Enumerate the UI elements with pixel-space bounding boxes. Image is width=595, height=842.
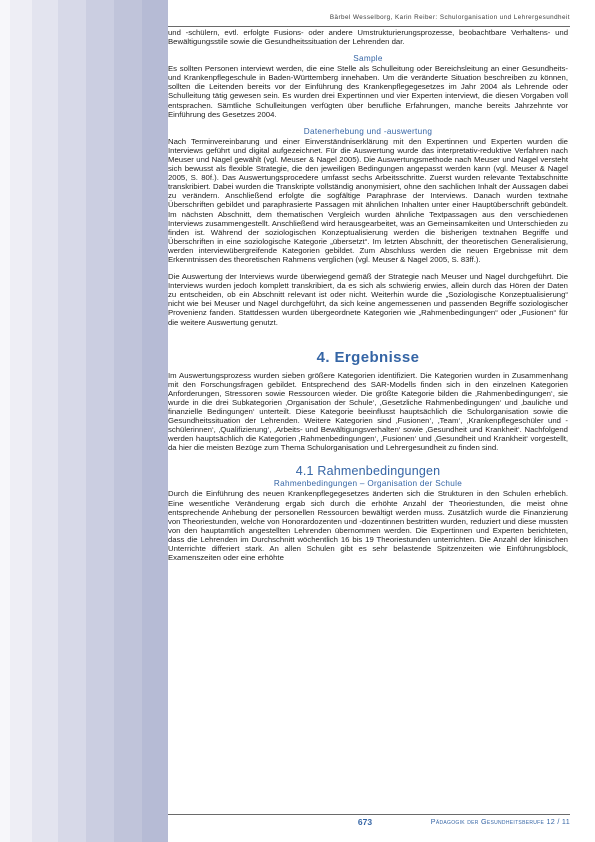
footer-rule [168, 814, 570, 815]
section-heading-framework: 4.1 Rahmenbedingungen [295, 464, 441, 479]
page-content [168, 28, 568, 562]
page-number: 673 [357, 817, 373, 827]
results-paragraph: Im Auswertungsprozess wurden sieben größere Kategorien identifiziert. Die Kategorien wurden in Zusammenhang mit den Forschungsfragen gebildet. Entsprechend des SAR-Modells finden sich in den einzelnen Kategorien Anforderungen, Stressoren sowie Ressourcen wieder. Die größte Kategorie bilden die ‚Rahmenbedingungen‘, sie wurde in die drei Subkategorien ‚Organisation der Schule‘, ‚Gesetzliche Rahmenbedingungen‘ und ‚bauliche und finanzielle Bedingungen‘ unterteilt. Diese Kategorie beeinflusst hauptsächlich die Schulorganisation sowie die Gesundheitssituation der Lehrenden. Weitere Kategorien sind ‚Fusionen‘, ‚Team‘, ‚Krankenpflegeschüler und -schülerinnen‘, ‚Qualifizierung‘, ‚Arbeits- und Bewältigungsverhalten‘ sowie ‚Gesundheit und Krankheit‘. Nachfolgend werden hauptsächlich die Kategorien ‚Rahmenbedingungen‘, ‚Fusionen‘ und ‚Gesundheit und Krankheit‘ vorgestellt, da hier die meisten Bezüge zum Thema Schulorganisation und Lehrergesundheit zu finden sind. [168, 370, 568, 453]
subheading-school-organisation: Rahmenbedingungen – Organisation der Schule [273, 479, 463, 489]
sample-paragraph: Es sollten Personen interviewt werden, die eine Stelle als Schulleitung oder Bereichsleitung an einer Gesundheits- und Krankenpflegeschule in Baden-Württemberg innehaben. Um die veränderte Situation beschreiben zu können, sollten die Leitenden bereits vor der Einführung des Krankenpflegegesetzes im Jahr 2004 als Lehrende oder Schulleitung tätig gewesen sein. Es wurden drei Expertinnen und vier Experten interviewt, die diesen Vorgaben voll entsprachen. Sämtliche Schulleitungen verfügten über berufliche Erfahrungen, manche bereits Jahrzehnte vor Einführung des Gesetzes 2004. [168, 64, 568, 119]
data-paragraph-2: Die Auswertung der Interviews wurde überwiegend gemäß der Strategie nach Meuser und Nagel durchgeführt. Die Interviews wurden jedoch komplett transkribiert, da es sich als schwierig erwies, allein durch das Hören der Daten zu entscheiden, ob ein Abschnitt relevant ist oder nicht. Weiterhin wurde die „Soziologische Konzeptualisierung“ nicht wie bei Meuser und Nagel durchgeführt, da sich keine angemessenen und passenden Begriffe soziologischer Provenienz fanden. Stattdessen wurden übergeordnete Kategorien wie „Rahmenbedingungen“ oder „Fusionen“ für die weitere Auswertung genutzt. [168, 272, 568, 327]
running-head: Bärbel Wesselborg, Karin Reiber: Schulorganisation und Lehrergesundheit [329, 14, 570, 21]
framework-paragraph: Durch die Einführung des neuen Krankenpflegegesetzes änderten sich die Strukturen in den Schulen erheblich. Eine wesentliche Veränderung ergab sich durch die erhöhte Anzahl der Theoriestunden, die meist ohne entsprechende Anhebung der personellen Ressourcen bewältigt werden muss. Zusätzlich wurde die Finanzierung von Theoriestunden, welche von Honorardozenten und -dozentinnen bestritten wurden, reduziert und diese mussten von den hauptamtlich angestellten Lehrenden übernommen werden. Die Expertinnen und Experten berichteten, dass die Lehrenden im Durchschnitt wöchentlich 16 bis 19 Theoriestunden unterrichten. Die Anzahl der klinischen Unterrichte differiert stark. An allen Schulen gibt es sehr belastende Spitzenzeiten wie Einführungsblock, Examenszeiten oder eine erhöhte [168, 489, 568, 563]
section-heading-sample: Sample [353, 54, 383, 64]
header-rule [168, 26, 570, 27]
decorative-side-stripes [0, 0, 168, 842]
intro-paragraph: und -schülern, evtl. erfolgte Fusions- oder andere Umstrukturierungsprozesse, beobachtbare Verhaltens- und Bewältigungsstile sowie die Gesundheitssituation der Lehrenden dar. [168, 28, 568, 47]
data-paragraph-1: Nach Terminvereinbarung und einer Einverständniserklärung mit den Expertinnen und Experten wurden die Interviews geführt und digital aufgezeichnet. Für die Auswertung wurde das interpretativ-reduktive Verfahren nach Meuser und Nagel gewählt (vgl. Meuser & Nagel 2005). Die Auswertungsmethode nach Meuser und Nagel versteht sich bewusst als flexible Strategie, die den jeweiligen Bedingungen angepasst werden kann (vgl. Meuser & Nagel 2005, S. 80f.). Das Auswertungsprocedere umfasst sechs Arbeitsschritte. Zuerst wurden relevante Textabschnitte transkribiert. Dabei wurden die Transkripte vollständig anonymisiert, ohne den sachlichen Inhalt der Aussagen dabei zu verändern. Anschließend erfolgte die sogfältige Paraphrase der Interviews. Danach wurden textnahe Überschriften gebildet und paraphrasierte Passagen mit ähnlichen Inhalten unter einer Hauptüberschrift gebündelt. Im nächsten Abschnitt, dem thematischen Vergleich wurden ähnliche Textpassagen aus den verschiedenen Interviews zusammengestellt. Anschließend wird herausgearbeitet, was an Gemeinsamkeiten und Unterschieden zu finden ist. Während der soziologischen Konzeptualisierung werden die bisherigen textnahen Begriffe und Überschriften in eine soziologische Kategorie „übersetzt“. Im letzten Abschnitt, der theoretischen Generalisierung, werden interviewübergreifende Kategorien gebildet. Zum Abschluss werden die neuen Ergebnisse mit dem Erkenntnissen des theoretischen Rahmens verglichen (vgl. Meuser & Nagel 2005, S. 83ff.). [168, 136, 568, 264]
journal-name: Pädagogik der Gesundheitsberufe 12 / 11 [430, 817, 570, 826]
section-heading-data: Datenerhebung und -auswertung [303, 126, 433, 136]
section-heading-results: 4. Ergebnisse [316, 348, 420, 366]
